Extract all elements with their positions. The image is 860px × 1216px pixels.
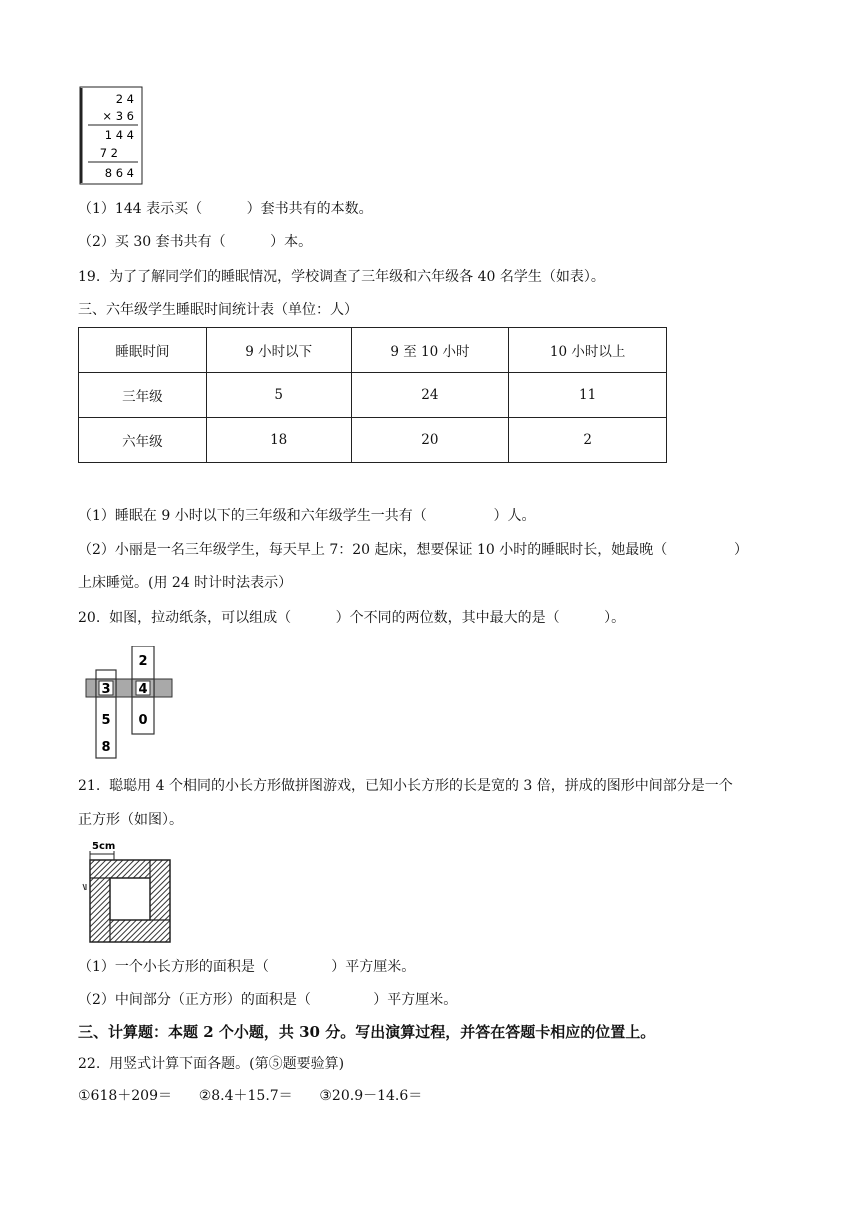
table-cell: 20 [351,418,509,463]
table-cell: 三年级 [79,373,207,418]
length-label: 5cm [92,841,116,852]
q20-stem: 20. 如图，拉动纸条，可以组成（ ）个不同的两位数，其中最大的是（ ）。 [78,610,626,626]
fig-row2: × 3 6 [102,109,134,123]
table-row [79,418,667,463]
q22-items: ①618＋209＝ ②8.4＋15.7＝ ③20.9－14.6＝ [78,1088,423,1104]
table-header-cell: 9 至 10 小时 [351,328,509,373]
fig-row3: 1 4 4 [104,128,134,142]
strip-digit: 3 [101,682,111,697]
table-cell: 2 [509,418,667,463]
table-cell: 六年级 [79,418,207,463]
table-cell: 5 [206,373,351,418]
q19-part2-cont: 上床睡觉。(用 24 时计时法表示） [78,575,293,591]
multiplication-figure [78,86,144,186]
fig-row4: 7 2 [99,146,118,160]
table-row [79,373,667,418]
table-header-row [79,328,667,373]
table-header-cell: 9 小时以下 [206,328,351,373]
table-cell: 11 [509,373,667,418]
strip-digit: 8 [101,740,111,755]
q21-stem-line1: 21. 聪聪用 4 个相同的小长方形做拼图游戏，已知小长方形的长是宽的 3 倍，拼成的图形中间部分是一个 [78,778,733,794]
strip-digit: 0 [138,713,148,728]
table-header-cell: 睡眠时间 [79,328,207,373]
q21-part1: （1）一个小长方形的面积是（ ）平方厘米。 [78,959,416,975]
q18-part2: （2）买 30 套书共有（ ）本。 [78,234,313,250]
strip-digit: 2 [138,654,148,669]
section-heading: 三、计算题：本题 2 个小题，共 30 分。写出演算过程，并答在答题卡相应的位置上。 [78,1023,656,1041]
q19-part1: （1）睡眠在 9 小时以下的三年级和六年级学生一共有（ ）人。 [78,508,536,524]
rectangles-figure [82,838,178,948]
q21-part2: （2）中间部分（正方形）的面积是（ ）平方厘米。 [78,992,458,1008]
q19-table-title: 三、六年级学生睡眠时间统计表（单位：人） [78,302,358,318]
q19-stem: 19. 为了了解同学们的睡眠情况，学校调查了三年级和六年级各 40 名学生（如表）。 [78,269,605,285]
fig-row5: 8 6 4 [104,166,134,180]
strip-digit: 4 [138,682,148,697]
fig-row1: 2 4 [115,92,134,106]
strip-digit: 5 [101,713,111,728]
paper-strips-figure [84,646,176,760]
q19-part2: （2）小丽是一名三年级学生，每天早上 7：20 起床，想要保证 10 小时的睡眠时长，她最晚（ ） [78,542,748,558]
q22-stem: 22. 用竖式计算下面各题。(第⑤题要验算) [78,1056,345,1072]
table-cell: 24 [351,373,509,418]
q18-part1: （1）144 表示买（ ）套书共有的本数。 [78,201,373,217]
q21-stem-line2: 正方形（如图）。 [78,812,183,828]
sleep-table [78,327,667,463]
table-header-cell: 10 小时以上 [509,328,667,373]
table-cell: 18 [206,418,351,463]
